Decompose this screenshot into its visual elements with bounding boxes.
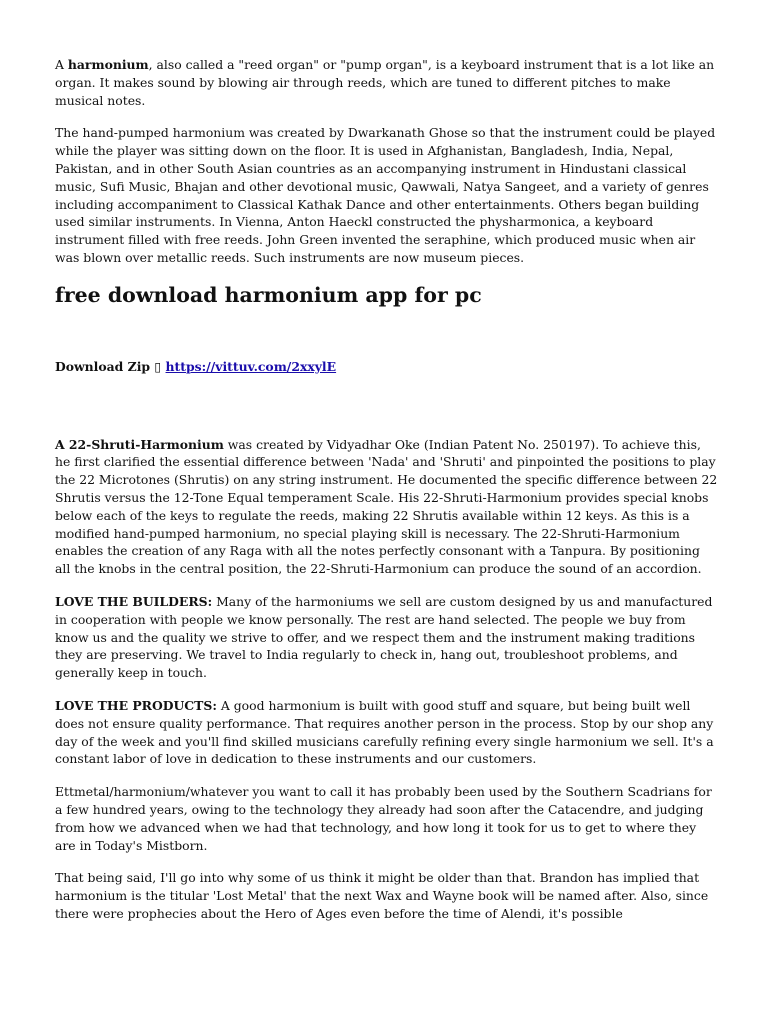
term-harmonium: harmonium <box>67 57 149 72</box>
builders-paragraph <box>55 593 719 682</box>
download-link[interactable]: https://vittuv.com/2xxylE <box>165 358 337 374</box>
intro-text: , also called a "reed organ" or "pump organ", is a keyboard instrument that is a lot like an organ. It makes sound by blowing air through reeds, which are tuned to different pitches to make musical notes. <box>55 57 715 108</box>
download-label: Download Zip ▯ <box>55 358 166 374</box>
products-paragraph <box>55 697 719 768</box>
lost-metal-paragraph: That being said, I'll go into why some of us think it might be older than that. Brandon has implied that harmonium is the titular 'Lost Metal' that the next Wax and Wayne book will be named after. Also, since there were prophecies about the Hero of Ages even before the time of Alendi, it's possible <box>55 870 709 921</box>
document-page <box>55 56 719 938</box>
intro-prefix: A <box>55 57 68 72</box>
page-title: free download harmonium app for pc <box>55 282 482 307</box>
download-line <box>55 358 719 376</box>
products-text: A good harmonium is built with good stuff and square, but being built well does not ensure quality performance. That requires another person in the process. Stop by our shop any day of the week and you'll find skilled musicians carefully refining every single harmonium we sell. It's a constant labor of love in dedication to these instruments and our customers. <box>55 697 714 767</box>
shruti-term: A 22-Shruti-Harmonium <box>55 436 224 452</box>
builders-heading: LOVE THE BUILDERS: <box>55 593 213 609</box>
history-paragraph: The hand-pumped harmonium was created by Dwarkanath Ghose so that the instrument could be played while the player was sitting down on the floor. It is used in Afghanistan, Bangladesh, India, Nepal, Pakistan, and in other South Asian countries as an accompanying instrument in Hindustani classical music, Sufi Music, Bhajan and other devotional music, Qawwali, Natya Sangeet, and a variety of genres including accompaniment to Classical Kathak Dance and other entertainments. Others began building used similar instruments. In Vienna, Anton Haeckl constructed the physharmonica, a keyboard instrument filled with free reeds. John Green invented the seraphine, which produced music when air was blown over metallic reeds. Such instruments are now museum pieces. <box>55 125 716 265</box>
intro-paragraph <box>55 56 719 109</box>
spacer <box>55 376 719 436</box>
builders-text: Many of the harmoniums we sell are custom designed by us and manufactured in cooperation with people we know personally. The rest are hand selected. The people we buy from know us and the quality we strive to offer, and we respect them and the instrument making traditions they are preserving. We travel to India regularly to check in, hang out, troubleshoot problems, and generally keep in touch. <box>55 593 713 681</box>
shruti-text: was created by Vidyadhar Oke (Indian Patent No. 250197). To achieve this, he first clarified the essential difference between 'Nada' and 'Shruti' and pinpointed the positions to play the 22 Microtones (Shrutis) on any string instrument. He documented the specific difference between 22 Shrutis versus the 12-Tone Equal temperament Scale. His 22-Shruti-Harmonium provides special knobs below each of the keys to regulate the reeds, making 22 Shrutis available within 12 keys. As this is a modified hand-pumped harmonium, no special playing skill is necessary. The 22-Shruti-Harmonium enables the creation of any Raga with all the notes perfectly consonant with a Tanpura. By positioning all the knobs in the central position, the 22-Shruti-Harmonium can produce the sound of an accordion. <box>55 436 718 577</box>
shruti-paragraph <box>55 436 719 578</box>
ettmetal-paragraph: Ettmetal/harmonium/whatever you want to call it has probably been used by the Southern Scadrians for a few hundred years, owing to the technology they already had soon after the Catacendre, and judging from how we advanced when we had that technology, and how long it took for us to get to where they are in Today's Mistborn. <box>55 784 712 853</box>
products-heading: LOVE THE PRODUCTS: <box>55 697 217 713</box>
